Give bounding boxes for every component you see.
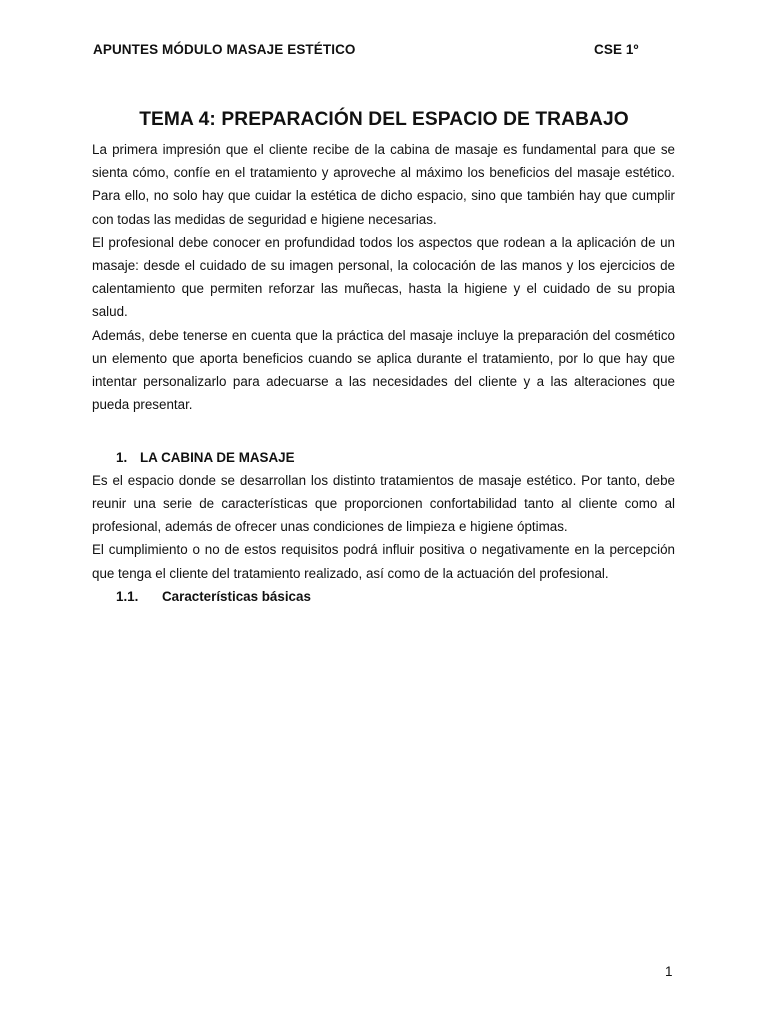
paragraph-spacer [92,416,675,439]
page-title: TEMA 4: PREPARACIÓN DEL ESPACIO DE TRABAJO [139,109,629,130]
page-header [93,42,653,62]
page-number: 1 [665,964,673,979]
subsection-heading [92,585,675,608]
section-number: 1. [116,449,128,465]
header-module-title: APUNTES MÓDULO MASAJE ESTÉTICO [93,42,356,57]
section-heading [92,446,675,469]
intro-paragraph: Además, debe tenerse en cuenta que la práctica del masaje incluye la preparación del cosmético un elemento que aporta beneficios cuando se aplica durante el tratamiento, por lo que hay que intentar personalizarlo para adecuarse a las necesidades del cliente y a las alteraciones que pueda presentar. [92,327,675,413]
document-body [92,138,675,608]
header-course-label: CSE 1º [594,42,639,57]
subsection-title: Características básicas [162,588,311,604]
section-paragraph: Es el espacio donde se desarrollan los distinto tratamientos de masaje estético. Por tanto, debe reunir una serie de características que proporcionen confortabilidad tanto al cliente como al profesional, además de ofrecer unas condiciones de limpieza e higiene óptimas. [92,472,675,535]
section-title: LA CABINA DE MASAJE [140,449,295,465]
subsection-number: 1.1. [116,588,139,604]
section-paragraph: El cumplimiento o no de estos requisitos podrá influir positiva o negativamente en la percepción que tenga el cliente del tratamiento realizado, así como de la actuación del profesional. [92,542,675,581]
intro-paragraph: El profesional debe conocer en profundidad todos los aspectos que rodean a la aplicación de un masaje: desde el cuidado de su imagen personal, la colocación de las manos y los ejercicios de calentamiento que permiten reforzar las muñecas, hasta la higiene y el cuidado de su propia salud. [92,234,675,320]
intro-paragraph: La primera impresión que el cliente recibe de la cabina de masaje es fundamental para que se sienta cómo, confíe en el tratamiento y aproveche al máximo los beneficios del masaje estético. Para ello, no solo hay que cuidar la estética de dicho espacio, sino que también hay que cumplir con todas las medidas de seguridad e higiene necesarias. [92,142,675,227]
